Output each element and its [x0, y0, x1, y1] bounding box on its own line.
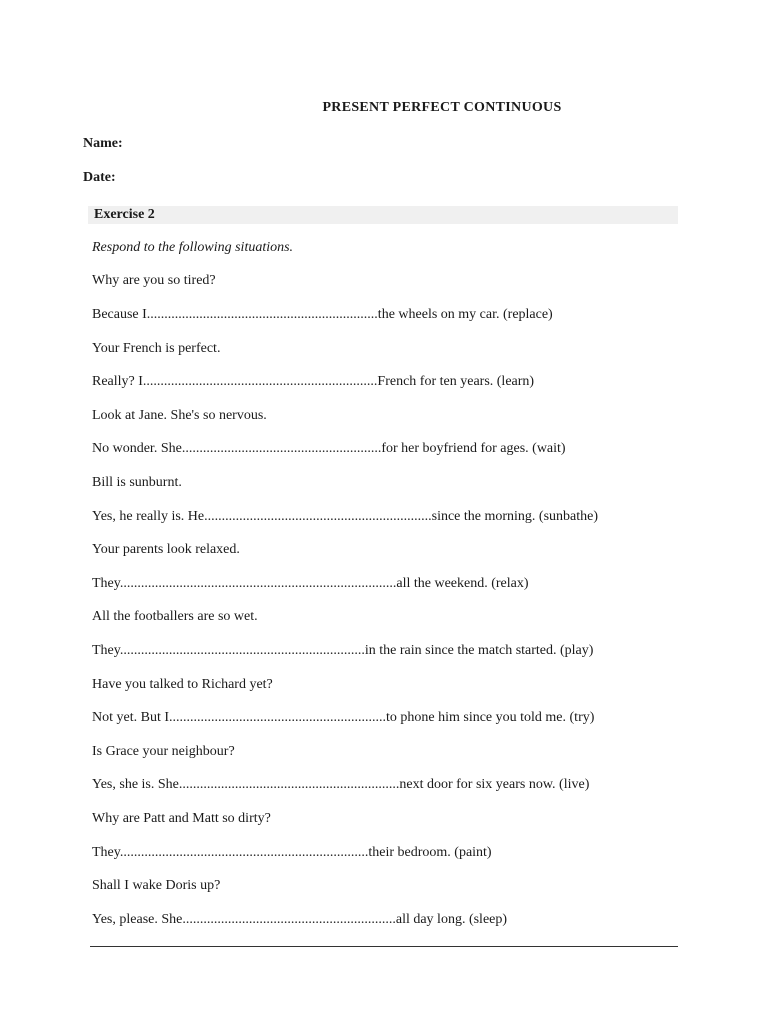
situation-line: Your French is perfect. — [92, 341, 221, 356]
page-title: PRESENT PERFECT CONTINUOUS — [322, 100, 562, 115]
response-line: They.......................................................................their bedroom. (paint) — [92, 845, 492, 860]
response-line: Really? I...................................................................French for ten years. (learn) — [92, 374, 535, 389]
situation-line: Why are you so tired? — [92, 273, 216, 288]
name-label: Name: — [83, 136, 123, 151]
situation-line: Shall I wake Doris up? — [92, 878, 221, 893]
exercise-instructions: Respond to the following situations. — [92, 240, 294, 255]
situation-line: Bill is sunburnt. — [92, 475, 182, 490]
situation-line: Why are Patt and Matt so dirty? — [92, 811, 271, 826]
response-line: No wonder. She.........................................................for her boyfriend for ages. (wait) — [92, 441, 566, 456]
situation-line: Look at Jane. She's so nervous. — [92, 408, 267, 423]
response-line: They...............................................................................all the weekend. (relax) — [92, 576, 529, 591]
response-line: Not yet. But I..............................................................to phone him since you told me. (try) — [92, 710, 595, 725]
response-line: Because I..................................................................the wheels on my car. (replace) — [92, 307, 553, 322]
response-line: Yes, she is. She...............................................................next door for six years now. (live) — [92, 777, 590, 792]
response-line: Yes, please. She.............................................................all day long. (sleep) — [92, 912, 508, 927]
situation-line: Your parents look relaxed. — [92, 542, 240, 557]
situation-line: Is Grace your neighbour? — [92, 744, 235, 759]
situation-line: All the footballers are so wet. — [92, 609, 258, 624]
response-line: They......................................................................in the rain since the match started. (play) — [92, 643, 594, 658]
date-label: Date: — [83, 170, 116, 185]
situation-line: Have you talked to Richard yet? — [92, 677, 273, 692]
exercise-heading: Exercise 2 — [94, 207, 155, 222]
exercise-header-bar — [88, 206, 678, 224]
footer-divider — [90, 946, 678, 947]
response-line: Yes, he really is. He.................................................................since the morning. (sunbathe) — [92, 509, 599, 524]
